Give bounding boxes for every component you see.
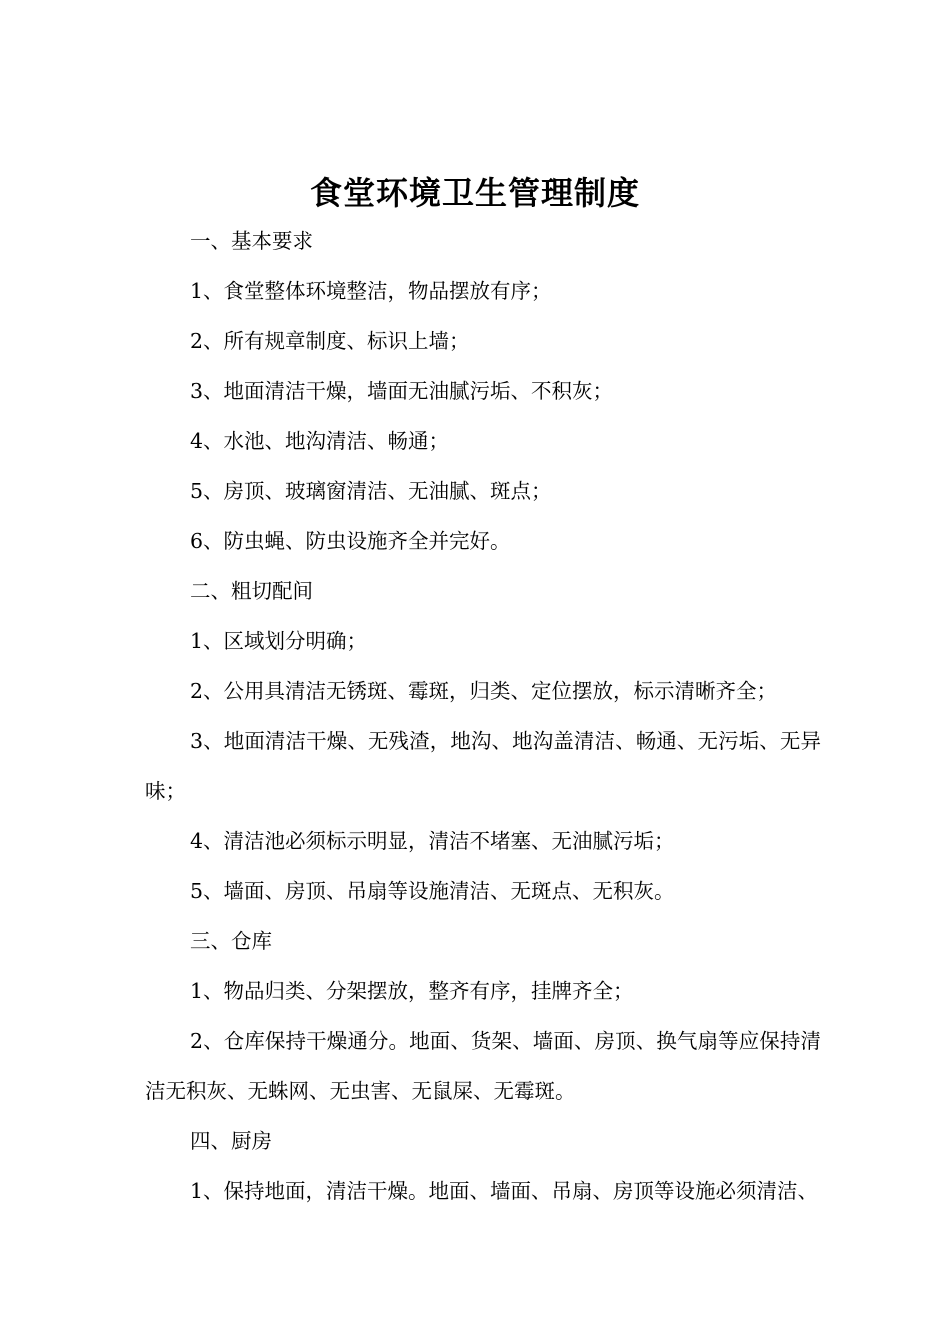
section-heading-basic-requirements: 一、基本要求	[190, 229, 313, 253]
list-item: 2、公用具清洁无锈斑、霉斑，归类、定位摆放，标示清晰齐全；	[190, 679, 778, 703]
section-heading-warehouse: 三、仓库	[190, 929, 272, 953]
list-item: 5、墙面、房顶、吊扇等设施清洁、无斑点、无积灰。	[190, 879, 675, 903]
document-title: 食堂环境卫生管理制度	[309, 174, 640, 212]
section-heading-kitchen: 四、厨房	[190, 1129, 272, 1153]
list-item: 3、地面清洁干燥，墙面无油腻污垢、不积灰；	[190, 379, 614, 403]
list-item: 1、物品归类、分架摆放，整齐有序，挂牌齐全；	[190, 979, 634, 1003]
document-body	[145, 216, 821, 1216]
list-item: 4、水池、地沟清洁、畅通；	[190, 429, 450, 453]
list-item: 5、房顶、玻璃窗清洁、无油腻、斑点；	[190, 479, 552, 503]
list-item: 2、仓库保持干燥通分。地面、货架、墙面、房顶、换气扇等应保持清洁无积灰、无蛛网、无虫害、无鼠屎、无霉斑。	[145, 1029, 821, 1103]
list-item: 6、防虫蝇、防虫设施齐全并完好。	[190, 529, 511, 553]
list-item: 1、保持地面，清洁干燥。地面、墙面、吊扇、房顶等设施必须清洁、	[190, 1179, 819, 1203]
list-item: 3、地面清洁干燥、无残渣，地沟、地沟盖清洁、畅通、无污垢、无异味；	[145, 729, 821, 803]
list-item: 1、食堂整体环境整洁，物品摆放有序；	[190, 279, 552, 303]
list-item: 1、区域划分明确；	[190, 629, 368, 653]
section-heading-prep-room: 二、粗切配间	[190, 579, 313, 603]
list-item: 2、所有规章制度、标识上墙；	[190, 329, 470, 353]
list-item: 4、清洁池必须标示明显，清洁不堵塞、无油腻污垢；	[190, 829, 675, 853]
